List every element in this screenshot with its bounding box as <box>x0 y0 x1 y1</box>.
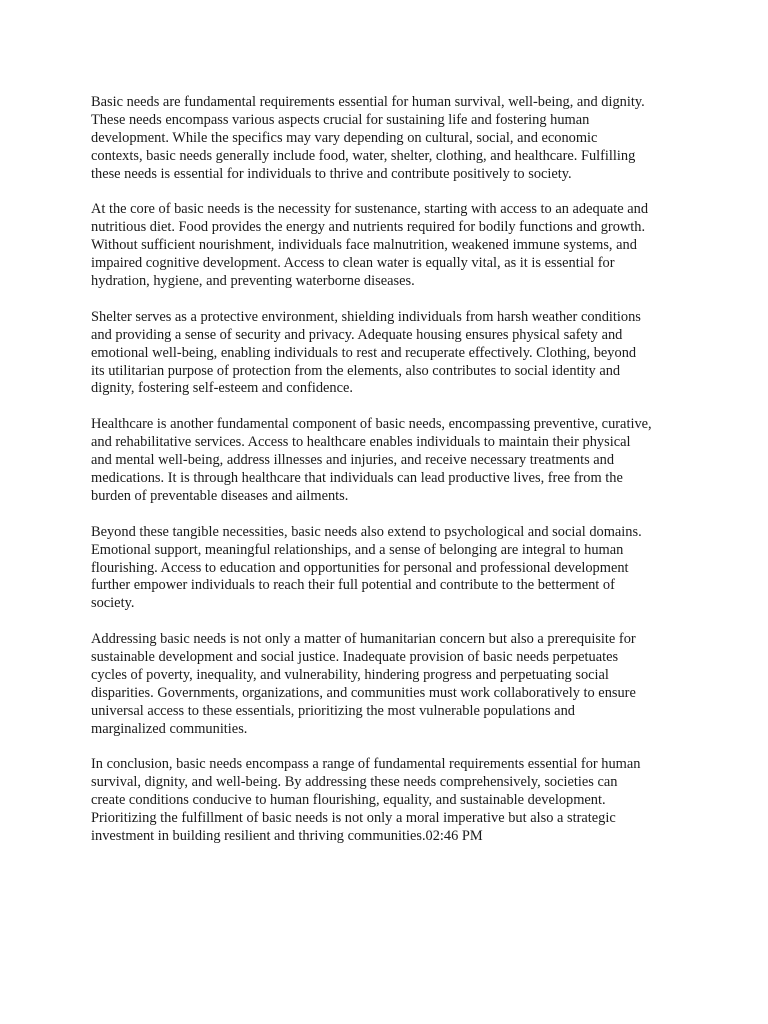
paragraph-psychological <box>91 524 691 614</box>
text-line: disparities. Governments, organizations, and communities must work collaboratively to ensure <box>91 684 636 701</box>
text-line: nutritious diet. Food provides the energy and nutrients required for bodily functions and growth. <box>91 219 646 236</box>
text-line: emotional well-being, enabling individuals to rest and recuperate effectively. Clothing, beyond <box>91 344 637 361</box>
text-line: cycles of poverty, inequality, and vulnerability, hindering progress and perpetuating social <box>91 666 609 683</box>
text-line: create conditions conducive to human flourishing, equality, and sustainable development. <box>91 792 606 809</box>
paragraph-conclusion <box>91 756 691 846</box>
text-line: These needs encompass various aspects crucial for sustaining life and fostering human <box>91 111 590 128</box>
text-line: Beyond these tangible necessities, basic needs also extend to psychological and social domains. <box>91 523 642 540</box>
text-line: Addressing basic needs is not only a matter of humanitarian concern but also a prerequisite for <box>91 631 636 648</box>
text-line: these needs is essential for individuals to thrive and contribute positively to society. <box>91 165 572 182</box>
text-line: Emotional support, meaningful relationships, and a sense of belonging are integral to human <box>91 541 624 558</box>
document-body <box>91 94 691 846</box>
text-line: and providing a sense of security and privacy. Adequate housing ensures physical safety and <box>91 326 623 343</box>
text-line: contexts, basic needs generally include food, water, shelter, clothing, and healthcare. Fulfilling <box>91 147 636 164</box>
text-line: marginalized communities. <box>91 720 248 737</box>
text-line: impaired cognitive development. Access to clean water is equally vital, as it is essential for <box>91 255 615 272</box>
text-line: further empower individuals to reach their full potential and contribute to the betterment of <box>91 577 615 594</box>
text-line: universal access to these essentials, prioritizing the most vulnerable populations and <box>91 702 575 719</box>
paragraph-sustenance <box>91 201 691 291</box>
text-line: hydration, hygiene, and preventing waterborne diseases. <box>91 273 415 290</box>
text-line: investment in building resilient and thriving communities.02:46 PM <box>91 828 483 845</box>
text-line: Shelter serves as a protective environment, shielding individuals from harsh weather conditions <box>91 308 641 325</box>
text-line: sustainable development and social justice. Inadequate provision of basic needs perpetuates <box>91 649 619 666</box>
text-line: society. <box>91 595 135 612</box>
text-line: development. While the specifics may vary depending on cultural, social, and economic <box>91 129 598 146</box>
text-line: dignity, fostering self-esteem and confidence. <box>91 380 354 397</box>
text-line: and rehabilitative services. Access to healthcare enables individuals to maintain their physical <box>91 434 631 451</box>
text-line: Basic needs are fundamental requirements essential for human survival, well-being, and dignity. <box>91 94 645 110</box>
paragraph-shelter <box>91 309 691 399</box>
text-line: and mental well-being, address illnesses and injuries, and receive necessary treatments and <box>91 452 615 469</box>
text-line: At the core of basic needs is the necessity for sustenance, starting with access to an adequate and <box>91 201 649 218</box>
text-line: Healthcare is another fundamental component of basic needs, encompassing preventive, curative, <box>91 416 652 433</box>
paragraph-healthcare <box>91 416 691 506</box>
text-line: medications. It is through healthcare that individuals can lead productive lives, free from the <box>91 469 623 486</box>
text-line: Prioritizing the fulfillment of basic needs is not only a moral imperative but also a strategic <box>91 810 616 827</box>
text-line: burden of preventable diseases and ailments. <box>91 487 349 504</box>
paragraph-intro <box>91 94 691 184</box>
text-line: its utilitarian purpose of protection from the elements, also contributes to social identity and <box>91 362 621 379</box>
text-line: In conclusion, basic needs encompass a range of fundamental requirements essential for human <box>91 756 641 773</box>
text-line: flourishing. Access to education and opportunities for personal and professional development <box>91 559 629 576</box>
text-line: Without sufficient nourishment, individuals face malnutrition, weakened immune systems, and <box>91 237 637 254</box>
paragraph-addressing <box>91 631 691 738</box>
text-line: survival, dignity, and well-being. By addressing these needs comprehensively, societies can <box>91 774 618 791</box>
